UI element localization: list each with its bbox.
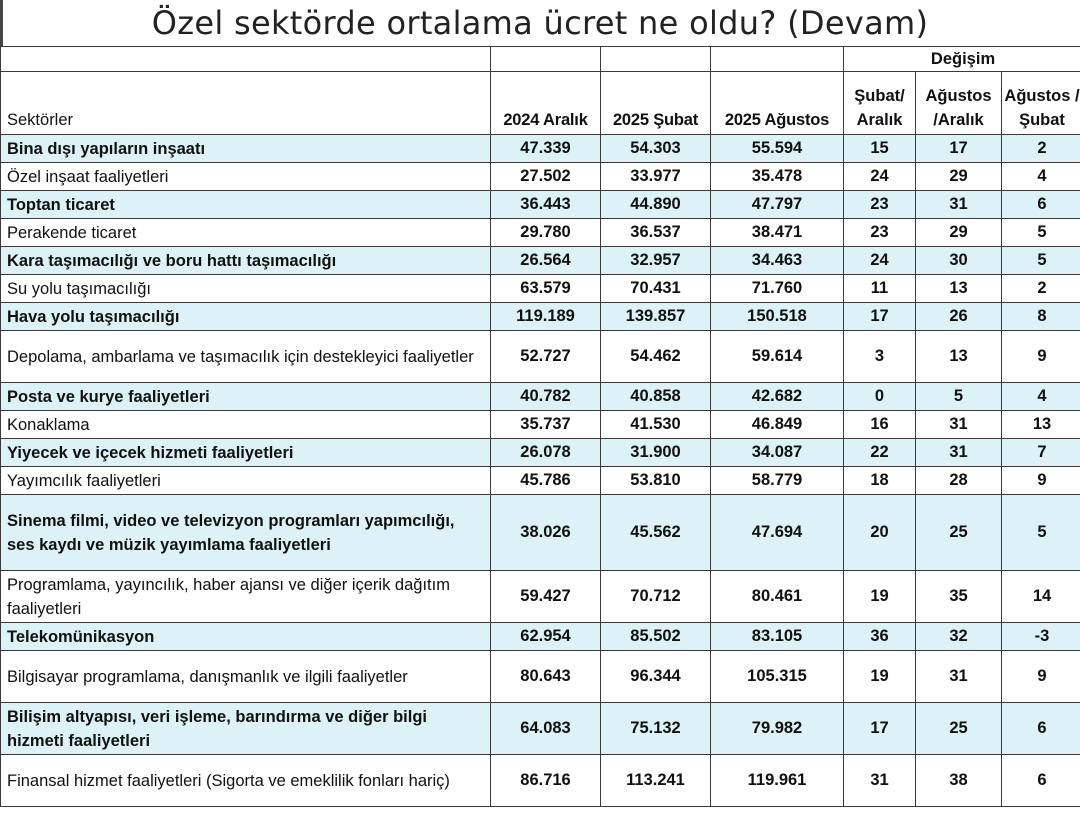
cell-agustos-aralik: 31 <box>916 439 1002 467</box>
cell-agustos-subat: 2 <box>1002 275 1080 303</box>
cell-agustos-subat: 6 <box>1002 703 1080 755</box>
cell-subat-aralik: 36 <box>844 623 916 651</box>
cell-2025-subat: 41.530 <box>601 411 711 439</box>
cell-agustos-subat: 2 <box>1002 135 1080 163</box>
header-empty-cell <box>711 47 844 72</box>
cell-2024-aralik: 45.786 <box>491 467 601 495</box>
cell-2025-agustos: 35.478 <box>711 163 844 191</box>
header-agustos-aralik: Ağustos /Aralık <box>916 72 1002 135</box>
cell-subat-aralik: 15 <box>844 135 916 163</box>
cell-2025-agustos: 80.461 <box>711 571 844 623</box>
cell-2025-agustos: 83.105 <box>711 623 844 651</box>
cell-agustos-subat: 5 <box>1002 247 1080 275</box>
cell-agustos-aralik: 28 <box>916 467 1002 495</box>
cell-agustos-aralik: 29 <box>916 219 1002 247</box>
cell-2024-aralik: 86.716 <box>491 755 601 807</box>
header-sector: Sektörler <box>1 72 491 135</box>
cell-sector: Bina dışı yapıların inşaatı <box>1 135 491 163</box>
header-empty-cell <box>1 47 491 72</box>
cell-subat-aralik: 18 <box>844 467 916 495</box>
header-empty-cell <box>491 47 601 72</box>
cell-sector: Programlama, yayıncılık, haber ajansı ve diğer içerik dağıtım faaliyetleri <box>1 571 491 623</box>
cell-2025-agustos: 79.982 <box>711 703 844 755</box>
header-subat-aralik: Şubat/ Aralık <box>844 72 916 135</box>
cell-agustos-aralik: 13 <box>916 275 1002 303</box>
cell-2025-agustos: 47.694 <box>711 495 844 571</box>
cell-2024-aralik: 64.083 <box>491 703 601 755</box>
table-row <box>1 275 1080 303</box>
cell-2025-subat: 113.241 <box>601 755 711 807</box>
cell-2025-agustos: 47.797 <box>711 191 844 219</box>
cell-2025-subat: 54.303 <box>601 135 711 163</box>
cell-sector: Finansal hizmet faaliyetleri (Sigorta ve emeklilik fonları hariç) <box>1 755 491 807</box>
cell-sector: Bilişim altyapısı, veri işleme, barındırma ve diğer bilgi hizmeti faaliyetleri <box>1 703 491 755</box>
table-row <box>1 571 1080 623</box>
table-row <box>1 623 1080 651</box>
cell-sector: Konaklama <box>1 411 491 439</box>
table-row <box>1 755 1080 807</box>
cell-sector: Hava yolu taşımacılığı <box>1 303 491 331</box>
table-row <box>1 219 1080 247</box>
cell-2024-aralik: 40.782 <box>491 383 601 411</box>
cell-agustos-aralik: 31 <box>916 411 1002 439</box>
table-row <box>1 331 1080 383</box>
cell-2025-subat: 75.132 <box>601 703 711 755</box>
header-degisim: Değişim <box>844 47 1080 72</box>
page-title: Özel sektörde ortalama ücret ne oldu? (Devam) <box>151 4 929 42</box>
header-empty-cell <box>601 47 711 72</box>
cell-agustos-aralik: 13 <box>916 331 1002 383</box>
cell-2025-subat: 139.857 <box>601 303 711 331</box>
cell-subat-aralik: 23 <box>844 191 916 219</box>
cell-agustos-subat: 9 <box>1002 331 1080 383</box>
cell-2025-agustos: 119.961 <box>711 755 844 807</box>
cell-agustos-aralik: 30 <box>916 247 1002 275</box>
table-row <box>1 439 1080 467</box>
cell-2025-subat: 44.890 <box>601 191 711 219</box>
cell-agustos-subat: 14 <box>1002 571 1080 623</box>
header-agustos-subat: Ağustos /Şubat <box>1002 72 1080 135</box>
cell-agustos-subat: 4 <box>1002 383 1080 411</box>
cell-agustos-aralik: 25 <box>916 495 1002 571</box>
cell-subat-aralik: 19 <box>844 651 916 703</box>
cell-agustos-aralik: 17 <box>916 135 1002 163</box>
cell-sector: Su yolu taşımacılığı <box>1 275 491 303</box>
cell-2024-aralik: 26.564 <box>491 247 601 275</box>
cell-2025-agustos: 105.315 <box>711 651 844 703</box>
cell-2024-aralik: 52.727 <box>491 331 601 383</box>
cell-2025-subat: 33.977 <box>601 163 711 191</box>
cell-subat-aralik: 22 <box>844 439 916 467</box>
cell-agustos-aralik: 25 <box>916 703 1002 755</box>
cell-2024-aralik: 63.579 <box>491 275 601 303</box>
cell-agustos-aralik: 38 <box>916 755 1002 807</box>
cell-2025-agustos: 46.849 <box>711 411 844 439</box>
cell-2025-subat: 70.712 <box>601 571 711 623</box>
cell-2025-agustos: 71.760 <box>711 275 844 303</box>
cell-subat-aralik: 23 <box>844 219 916 247</box>
cell-2024-aralik: 36.443 <box>491 191 601 219</box>
cell-agustos-subat: 6 <box>1002 755 1080 807</box>
cell-2024-aralik: 29.780 <box>491 219 601 247</box>
cell-2025-agustos: 42.682 <box>711 383 844 411</box>
cell-agustos-aralik: 35 <box>916 571 1002 623</box>
cell-agustos-aralik: 32 <box>916 623 1002 651</box>
cell-2025-subat: 31.900 <box>601 439 711 467</box>
cell-subat-aralik: 20 <box>844 495 916 571</box>
cell-subat-aralik: 3 <box>844 331 916 383</box>
cell-2025-subat: 45.562 <box>601 495 711 571</box>
cell-subat-aralik: 19 <box>844 571 916 623</box>
cell-agustos-subat: 13 <box>1002 411 1080 439</box>
cell-subat-aralik: 17 <box>844 303 916 331</box>
header-2025-agustos: 2025 Ağustos <box>711 72 844 135</box>
cell-sector: Depolama, ambarlama ve taşımacılık için destekleyici faaliyetler <box>1 331 491 383</box>
cell-2025-agustos: 55.594 <box>711 135 844 163</box>
header-2024-aralik: 2024 Aralık <box>491 72 601 135</box>
cell-subat-aralik: 11 <box>844 275 916 303</box>
table-row <box>1 495 1080 571</box>
header-2025-subat: 2025 Şubat <box>601 72 711 135</box>
cell-2025-subat: 85.502 <box>601 623 711 651</box>
table-row <box>1 247 1080 275</box>
cell-2025-subat: 96.344 <box>601 651 711 703</box>
cell-subat-aralik: 17 <box>844 703 916 755</box>
table-row <box>1 135 1080 163</box>
cell-2024-aralik: 47.339 <box>491 135 601 163</box>
cell-sector: Özel inşaat faaliyetleri <box>1 163 491 191</box>
cell-2024-aralik: 119.189 <box>491 303 601 331</box>
cell-2025-subat: 70.431 <box>601 275 711 303</box>
cell-agustos-aralik: 26 <box>916 303 1002 331</box>
cell-2024-aralik: 27.502 <box>491 163 601 191</box>
cell-subat-aralik: 16 <box>844 411 916 439</box>
cell-agustos-subat: 4 <box>1002 163 1080 191</box>
table-row <box>1 383 1080 411</box>
cell-subat-aralik: 31 <box>844 755 916 807</box>
cell-2024-aralik: 62.954 <box>491 623 601 651</box>
cell-2025-subat: 54.462 <box>601 331 711 383</box>
cell-sector: Sinema filmi, video ve televizyon programları yapımcılığı, ses kaydı ve müzik yayımlama faaliyetleri <box>1 495 491 571</box>
table-row <box>1 467 1080 495</box>
cell-2024-aralik: 59.427 <box>491 571 601 623</box>
table-row <box>1 651 1080 703</box>
cell-sector: Bilgisayar programlama, danışmanlık ve ilgili faaliyetler <box>1 651 491 703</box>
cell-agustos-subat: 8 <box>1002 303 1080 331</box>
table-row <box>1 303 1080 331</box>
cell-agustos-subat: 9 <box>1002 651 1080 703</box>
cell-2025-agustos: 150.518 <box>711 303 844 331</box>
cell-2025-subat: 40.858 <box>601 383 711 411</box>
cell-2025-subat: 53.810 <box>601 467 711 495</box>
cell-agustos-subat: 5 <box>1002 495 1080 571</box>
cell-sector: Telekomünikasyon <box>1 623 491 651</box>
table-row <box>1 191 1080 219</box>
header-row-columns <box>1 72 1080 135</box>
cell-2025-agustos: 34.463 <box>711 247 844 275</box>
cell-2024-aralik: 26.078 <box>491 439 601 467</box>
cell-sector: Perakende ticaret <box>1 219 491 247</box>
table-row <box>1 703 1080 755</box>
cell-2024-aralik: 38.026 <box>491 495 601 571</box>
cell-agustos-aralik: 5 <box>916 383 1002 411</box>
cell-sector: Yiyecek ve içecek hizmeti faaliyetleri <box>1 439 491 467</box>
cell-agustos-aralik: 31 <box>916 651 1002 703</box>
cell-2025-agustos: 59.614 <box>711 331 844 383</box>
cell-2025-agustos: 58.779 <box>711 467 844 495</box>
cell-2025-agustos: 38.471 <box>711 219 844 247</box>
cell-subat-aralik: 24 <box>844 163 916 191</box>
table-row <box>1 163 1080 191</box>
cell-sector: Toptan ticaret <box>1 191 491 219</box>
cell-sector: Yayımcılık faaliyetleri <box>1 467 491 495</box>
cell-sector: Kara taşımacılığı ve boru hattı taşımacılığı <box>1 247 491 275</box>
cell-subat-aralik: 0 <box>844 383 916 411</box>
cell-agustos-subat: 9 <box>1002 467 1080 495</box>
cell-sector: Posta ve kurye faaliyetleri <box>1 383 491 411</box>
cell-2025-subat: 36.537 <box>601 219 711 247</box>
cell-agustos-subat: -3 <box>1002 623 1080 651</box>
cell-subat-aralik: 24 <box>844 247 916 275</box>
cell-agustos-aralik: 31 <box>916 191 1002 219</box>
cell-2024-aralik: 35.737 <box>491 411 601 439</box>
cell-agustos-subat: 6 <box>1002 191 1080 219</box>
cell-agustos-aralik: 29 <box>916 163 1002 191</box>
header-row-group <box>1 47 1080 72</box>
cell-agustos-subat: 7 <box>1002 439 1080 467</box>
table-row <box>1 411 1080 439</box>
cell-agustos-subat: 5 <box>1002 219 1080 247</box>
cell-2024-aralik: 80.643 <box>491 651 601 703</box>
cell-2025-agustos: 34.087 <box>711 439 844 467</box>
cell-2025-subat: 32.957 <box>601 247 711 275</box>
wage-table <box>0 46 1080 807</box>
